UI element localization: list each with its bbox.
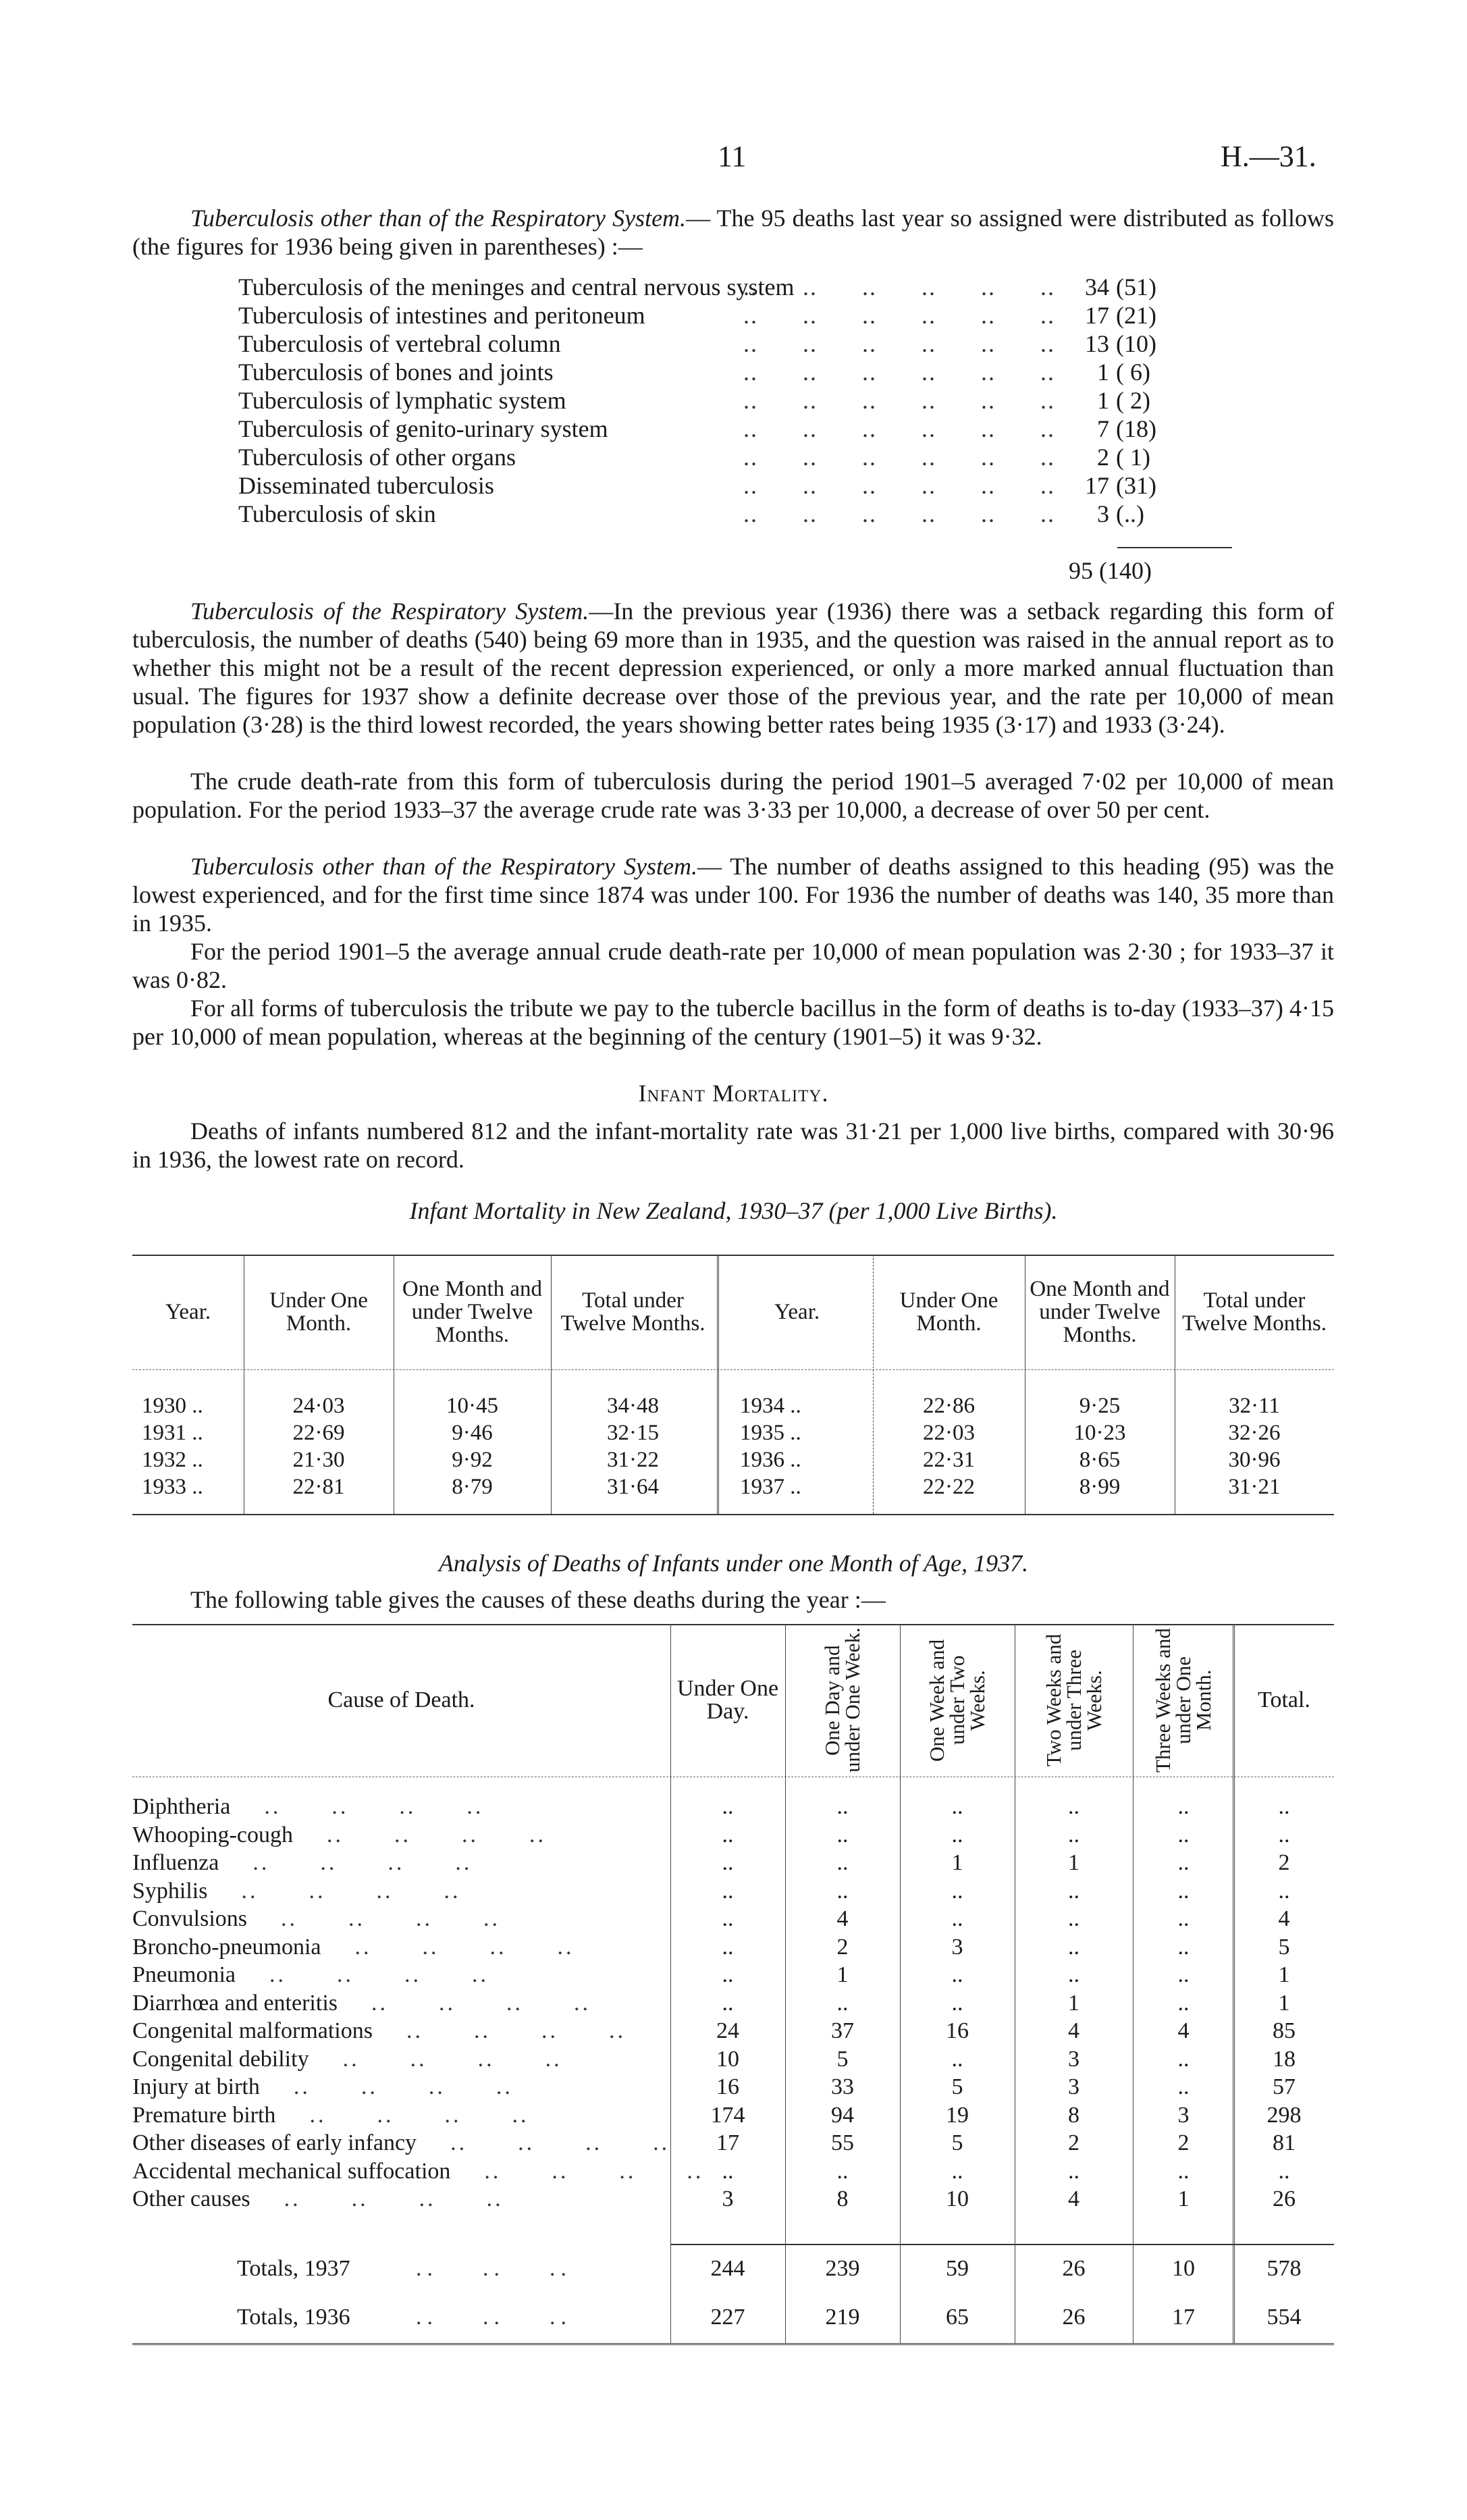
cause-table-cell: ..	[1177, 1794, 1190, 1819]
infant-table-cell: 32·26	[1228, 1421, 1281, 1445]
leader-dots: .. .. .. ..	[321, 1935, 575, 1960]
cause-table-cell: 2	[1177, 2130, 1190, 2155]
cause-table-cell: 5	[951, 2130, 963, 2155]
cause-table-cell: 4	[836, 1906, 849, 1931]
infant-table-title-text: Infant Mortality in New Zealand, 1930–37 (per 1,000 Live Births).	[409, 1197, 1058, 1224]
cause-table-totals-label: Totals, 1936	[237, 2305, 350, 2330]
cause-table-header: Under One Day.	[676, 1676, 779, 1724]
cause-table-cell: 1	[1278, 1991, 1290, 2016]
cause-table-total-cell: 17	[1172, 2305, 1195, 2330]
cause-label: Congenital malformations	[132, 2018, 373, 2043]
infant-table-cell: 10·45	[446, 1394, 498, 1418]
cause-table-header-vertical	[1133, 1627, 1234, 1774]
leader-dots: .. .. .. ..	[292, 1822, 546, 1847]
cause-table-cell: ..	[1068, 1822, 1079, 1847]
infant-table-year: 1935 ..	[740, 1421, 801, 1445]
cause-table-cell: 2	[1068, 2130, 1079, 2155]
tb-list-row	[238, 471, 1231, 500]
cause-table-cell: ..	[1177, 2074, 1190, 2099]
cause-label: Congenital debility	[132, 2047, 309, 2072]
tb-deaths-1936: (51)	[1116, 273, 1156, 300]
infant-table-header: One Month and under Twelve Months.	[1030, 1277, 1170, 1347]
infant-table-cell: 22·86	[923, 1394, 975, 1418]
cause-table-cause	[132, 1906, 666, 1932]
cause-table-total-cell: 239	[825, 2256, 860, 2281]
cause-table-cell: 16	[946, 2018, 969, 2043]
cause-table-cell: 1	[836, 1962, 849, 1987]
cause-table-cell: 18	[1273, 2047, 1296, 2072]
infant-table-cell: 32·15	[607, 1421, 659, 1445]
cause-table-cell: 174	[710, 2103, 745, 2128]
cause-table-cell: 57	[1273, 2074, 1296, 2099]
leader-dots: .. .. .. ..	[259, 2074, 513, 2099]
para-period-rate: For the period 1901–5 the average annual crude death-rate per 10,000 of mean population was 2·30 ; for 1933–37 it was 0·82.	[132, 938, 1334, 993]
cause-table-cell: 3	[1068, 2074, 1079, 2099]
cause-table-totals-label: Totals, 1937	[237, 2256, 350, 2281]
infant-table-cell: 22·69	[292, 1421, 345, 1445]
cause-table-total-cell: 244	[710, 2256, 745, 2281]
cause-table-cell: ..	[951, 1962, 963, 1987]
tb-site-label: Disseminated tuberculosis	[238, 472, 494, 499]
tb-other-intro	[132, 204, 1334, 261]
cause-table-cell: 1	[1177, 2186, 1190, 2211]
para-respiratory	[132, 597, 1334, 739]
tb-deaths-1936: ( 2)	[1116, 387, 1150, 414]
cause-table-cell: ..	[1068, 1906, 1079, 1931]
cause-table-header: Total.	[1258, 1687, 1310, 1712]
cause-table-header-vertical	[1015, 1627, 1133, 1774]
cause-table-cell: ..	[951, 1906, 963, 1931]
infant-table-header: Year.	[165, 1300, 211, 1324]
tb-deaths-1937: 1	[1097, 359, 1109, 386]
leader-dots: .. .. .. ..	[219, 1850, 473, 1875]
cause-table-total-cell: 59	[946, 2256, 969, 2281]
cause-table-cell: ..	[722, 1991, 734, 2016]
cause-table-cell: 4	[1068, 2018, 1079, 2043]
leader-dots: .. .. .. .. .. ..	[743, 472, 1055, 499]
cause-table-cell: ..	[836, 1879, 849, 1904]
cause-table-cell: ..	[951, 1794, 963, 1819]
tb-list-row	[238, 415, 1231, 443]
leader-dots: .. .. .. ..	[450, 2159, 704, 2184]
infant-table-cell: 31·22	[607, 1448, 659, 1472]
leader-dots: .. .. .. .. .. ..	[743, 387, 1055, 414]
tb-site-label: Tuberculosis of bones and joints	[238, 359, 554, 386]
infant-table-header: Under One Month.	[899, 1288, 998, 1336]
cause-table-cell: 81	[1273, 2130, 1296, 2155]
cause-label: Diphtheria	[132, 1794, 231, 1819]
cause-table-cell: 37	[831, 2018, 854, 2043]
tb-list-row	[238, 500, 1231, 528]
infant-table-year: 1934 ..	[740, 1394, 801, 1418]
tb-total-rule	[1117, 547, 1232, 548]
tb-list-row	[238, 301, 1231, 330]
cause-table-cell: ..	[1278, 2159, 1290, 2184]
cause-table-total-cell: 554	[1266, 2305, 1302, 2330]
infant-table-cell: 22·22	[923, 1475, 975, 1499]
cause-table-header: Cause of Death.	[327, 1687, 475, 1712]
para-other-forms	[132, 852, 1334, 937]
cause-table-cell: 2	[836, 1935, 849, 1960]
leader-dots: .. .. .. ..	[275, 2103, 529, 2128]
cause-table-cell: 5	[1278, 1935, 1290, 1960]
leader-dots: .. .. .. .. .. ..	[743, 273, 1055, 300]
infant-mortality-heading: Infant Mortality.	[638, 1080, 829, 1107]
tb-site-label: Tuberculosis of lymphatic system	[238, 387, 566, 414]
cause-label: Syphilis	[132, 1879, 208, 1904]
tb-deaths-1936: (18)	[1116, 415, 1156, 442]
infant-table-cell: 9·25	[1079, 1394, 1121, 1418]
tb-list-row	[238, 358, 1231, 386]
cause-table-cell: 3	[1068, 2047, 1079, 2072]
cause-table-cause	[132, 2018, 666, 2044]
infant-table-cell: 32·11	[1229, 1394, 1280, 1418]
tb-deaths-1936: ( 6)	[1116, 359, 1150, 386]
leader-dots: .. .. .. ..	[309, 2047, 562, 2072]
leader-dots: .. .. .. ..	[230, 1794, 484, 1819]
cause-table-total-cell: 65	[946, 2305, 969, 2330]
cause-table-cell: ..	[722, 1850, 734, 1875]
cause-table-cell: 4	[1278, 1906, 1290, 1931]
infant-table-cell: 8·79	[452, 1475, 493, 1499]
cause-table-header-vertical	[900, 1627, 1015, 1774]
cause-table-cause	[132, 2074, 666, 2100]
cause-table-cause	[132, 1935, 666, 1960]
table-rule	[132, 2343, 1334, 2345]
cause-table-cell: ..	[1278, 1879, 1290, 1904]
cause-table-cell: ..	[951, 1879, 963, 1904]
para-respiratory-title: Tuberculosis of the Respiratory System.	[190, 598, 589, 625]
cause-label: Whooping-cough	[132, 1822, 293, 1847]
cause-table-cell: 4	[1068, 2186, 1079, 2211]
leader-dots: .. .. .. ..	[247, 1906, 501, 1931]
leader-dots: .. .. .. ..	[417, 2130, 670, 2155]
tb-list-row	[238, 443, 1231, 471]
tb-site-label: Tuberculosis of skin	[238, 500, 436, 527]
cause-table-cell: 2	[1278, 1850, 1290, 1875]
cause-label: Diarrhœa and enteritis	[132, 1991, 338, 2016]
para-infant: Deaths of infants numbered 812 and the infant-mortality rate was 31·21 per 1,000 live births, compared with 30·96 in 1936, the lowest rate on record.	[132, 1118, 1334, 1173]
infant-table-cell: 10·23	[1073, 1421, 1126, 1445]
table-column-rule	[717, 1255, 719, 1514]
para-crude-rate: The crude death-rate from this form of tuberculosis during the period 1901–5 averaged 7·02 per 10,000 of mean population. For the period 1933–37 the average crude rate was 3·33 per 10,000, a decrease of over 50 per cent.	[132, 768, 1334, 823]
infant-table-header: One Month and under Twelve Months.	[402, 1277, 543, 1347]
cause-table-cell: ..	[836, 1850, 849, 1875]
cause-table-cause	[132, 1822, 666, 1848]
cause-table-cell: ..	[722, 2159, 734, 2184]
infant-table-cell: 22·03	[923, 1421, 975, 1445]
cause-table-cell: ..	[722, 1906, 734, 1931]
leader-dots: .. .. .. ..	[207, 1879, 461, 1904]
infant-table-year: 1933 ..	[142, 1475, 203, 1499]
leader-dots: .. .. .. .. .. ..	[743, 444, 1055, 471]
cause-table-cell: ..	[1177, 2047, 1190, 2072]
infant-table-cell: 22·81	[292, 1475, 345, 1499]
cause-table-cause	[132, 2130, 670, 2156]
cause-table-total-cell: 26	[1062, 2305, 1086, 2330]
cause-table-cell: ..	[951, 1991, 963, 2016]
leader-dots: .. .. .. ..	[250, 2186, 504, 2211]
cause-table-cell: ..	[1068, 2159, 1079, 2184]
leader-dots: .. .. .. ..	[235, 1962, 489, 1987]
cause-table-cell: 3	[1177, 2103, 1190, 2128]
table-rule	[132, 1514, 1334, 1515]
tb-total: 95 (140)	[1069, 557, 1152, 584]
infant-table-cell: 34·48	[607, 1394, 659, 1418]
cause-table-cell: ..	[836, 2159, 849, 2184]
tb-site-label: Tuberculosis of the meninges and central nervous system	[238, 273, 795, 300]
para-respiratory-text: —In the previous year (1936) there was a setback regarding this form of tuberculosis, the number of deaths (540) being 69 more than in 1935, and the question was raised in the annual report as to whether this might not be a result of the recent depression experienced, or only a more marked annual fluctuation than usual. The figures for 1937 show a definite decrease over those of the previous year, and the rate per 10,000 of mean population (3·28) is the third lowest recorded, the years showing better rates being 1935 (3·17) and 1933 (3·24).	[132, 598, 1334, 738]
cause-table-header: One Day and under One Week.	[820, 1627, 864, 1773]
cause-label: Other diseases of early infancy	[132, 2130, 417, 2155]
infant-table-cell: 30·96	[1228, 1448, 1281, 1472]
infant-table-header: Total under Twelve Months.	[560, 1288, 705, 1336]
infant-table-year: 1931 ..	[142, 1421, 203, 1445]
cause-table-cell: 55	[831, 2130, 854, 2155]
tb-deaths-1936: ( 1)	[1116, 444, 1150, 471]
cause-label: Influenza	[132, 1850, 219, 1875]
cause-table-cell: ..	[1177, 2159, 1190, 2184]
infant-table-cell: 21·30	[292, 1448, 345, 1472]
cause-table-cell: 1	[1068, 1850, 1079, 1875]
tb-site-label: Tuberculosis of intestines and peritoneum	[238, 302, 645, 329]
cause-table-cause	[132, 1794, 666, 1820]
cause-label: Convulsions	[132, 1906, 248, 1931]
cause-table-header: One Week and under Two Weeks.	[925, 1639, 989, 1762]
cause-table-cell: ..	[722, 1935, 734, 1960]
cause-label: Premature birth	[132, 2103, 276, 2128]
leader-dots: .. .. .. .. .. ..	[743, 359, 1055, 386]
cause-table-cell: ..	[1177, 1962, 1190, 1987]
cause-table-cause	[132, 1850, 666, 1876]
cause-table-header-vertical	[785, 1627, 900, 1774]
leader-dots: .. .. .. ..	[373, 2018, 626, 2043]
cause-table-cause	[132, 2047, 666, 2072]
tb-deaths-1937: 17	[1085, 302, 1109, 329]
cause-table-cell: 5	[836, 2047, 849, 2072]
cause-table-cell: 8	[836, 2186, 849, 2211]
tb-site-list	[238, 273, 1231, 528]
tb-deaths-1936: (10)	[1116, 330, 1156, 357]
leader-dots: .. .. .. .. .. ..	[743, 500, 1055, 527]
cause-table-cause	[132, 2186, 666, 2212]
cause-table-cell: ..	[722, 1822, 734, 1847]
cause-table-cell: ..	[1177, 1822, 1190, 1847]
cause-table-cell: 26	[1273, 2186, 1296, 2211]
cause-table-cell: ..	[951, 2159, 963, 2184]
tb-list-row	[238, 330, 1231, 358]
cause-label: Pneumonia	[132, 1962, 236, 1987]
tb-deaths-1937: 34	[1085, 273, 1109, 300]
cause-table-cell: ..	[1068, 1935, 1079, 1960]
infant-table-cell: 9·46	[452, 1421, 493, 1445]
document-reference: H.—31.	[1221, 140, 1316, 173]
cause-table-cell: ..	[1278, 1822, 1290, 1847]
cause-table-cell: 24	[716, 2018, 739, 2043]
cause-table-cell: ..	[1177, 1935, 1190, 1960]
cause-table-cell: ..	[1068, 1962, 1079, 1987]
cause-table-cell: ..	[1177, 1991, 1190, 2016]
analysis-title	[0, 1549, 1467, 1577]
infant-table-header: Year.	[774, 1300, 820, 1324]
para-all-forms: For all forms of tuberculosis the tribute we pay to the tubercle bacillus in the form of deaths is to-day (1933–37) 4·15 per 10,000 of mean population, whereas at the beginning of the century (1901–5) it was 9·32.	[132, 995, 1334, 1050]
cause-table-cell: 8	[1068, 2103, 1079, 2128]
cause-table-total-cell: 26	[1062, 2256, 1086, 2281]
infant-table-year: 1932 ..	[142, 1448, 203, 1472]
leader-dots: .. .. .. .. .. ..	[743, 415, 1055, 442]
infant-table-year: 1936 ..	[740, 1448, 801, 1472]
cause-table-header: Two Weeks and under Three Weeks.	[1041, 1633, 1106, 1767]
cause-table-total-cell: 227	[710, 2305, 745, 2330]
cause-table-cause	[132, 2159, 704, 2184]
cause-table-cause	[132, 1991, 666, 2016]
cause-table-cell: 3	[722, 2186, 734, 2211]
tb-deaths-1937: 7	[1097, 415, 1109, 442]
tb-deaths-1937: 17	[1085, 472, 1109, 499]
tb-site-label: Tuberculosis of genito-urinary system	[238, 415, 608, 442]
cause-table-cell: 17	[716, 2130, 739, 2155]
leader-dots: .. .. .. .. .. ..	[743, 330, 1055, 357]
tb-deaths-1937: 3	[1097, 500, 1109, 527]
tb-deaths-1937: 13	[1085, 330, 1109, 357]
cause-table-cell: ..	[951, 2047, 963, 2072]
tb-deaths-1937: 2	[1097, 444, 1109, 471]
cause-table-total-cell: 578	[1266, 2256, 1302, 2281]
cause-table-cell: 298	[1266, 2103, 1302, 2128]
infant-table-cell: 8·99	[1079, 1475, 1121, 1499]
cause-label: Other causes	[132, 2186, 250, 2211]
para-other-forms-title: Tuberculosis other than of the Respiratory System.	[190, 853, 697, 880]
cause-table-cell: 19	[946, 2103, 969, 2128]
cause-label: Injury at birth	[132, 2074, 260, 2099]
cause-table-cause	[132, 1879, 666, 1904]
cause-label: Accidental mechanical suffocation	[132, 2159, 451, 2184]
table-rule	[132, 1369, 1334, 1370]
analysis-intro: The following table gives the causes of these deaths during the year :—	[190, 1586, 886, 1613]
cause-table-total-cell: 10	[1172, 2256, 1195, 2281]
infant-table-cell: 24·03	[292, 1394, 345, 1418]
infant-table-year: 1937 ..	[740, 1475, 801, 1499]
tb-site-label: Tuberculosis of vertebral column	[238, 330, 561, 357]
cause-table-cell: ..	[836, 1794, 849, 1819]
cause-table-cell: 33	[831, 2074, 854, 2099]
tb-deaths-1936: (21)	[1116, 302, 1156, 329]
tb-other-intro-title: Tuberculosis other than of the Respiratory System.	[190, 205, 687, 232]
infant-table-cell: 22·31	[923, 1448, 975, 1472]
analysis-title-text: Analysis of Deaths of Infants under one Month of Age, 1937.	[438, 1550, 1029, 1577]
tb-deaths-1936: (..)	[1116, 500, 1144, 527]
cause-table-cell: 16	[716, 2074, 739, 2099]
tb-deaths-1937: 1	[1097, 387, 1109, 414]
cause-table-cell: 3	[951, 1935, 963, 1960]
infant-table-cell: 8·65	[1079, 1448, 1121, 1472]
infant-table-header: Total under Twelve Months.	[1181, 1288, 1327, 1336]
leader-dots: .. .. .. ..	[338, 1991, 591, 2016]
leader-dots: .. .. .. .. .. ..	[743, 302, 1055, 329]
tb-deaths-1936: (31)	[1116, 472, 1156, 499]
leader-dots: .. .. ..	[416, 2256, 572, 2281]
cause-table-cell: ..	[951, 1822, 963, 1847]
para-other-forms-text: — The number of deaths assigned to this heading (95) was the lowest experienced, and for the first time since 1874 was under 100. For 1936 the number of deaths was 140, 35 more than in 1935.	[132, 853, 1334, 937]
tb-site-label: Tuberculosis of other organs	[238, 444, 516, 471]
infant-table-header: Under One Month.	[269, 1288, 368, 1336]
cause-table-header: Three Weeks and under One Month.	[1151, 1628, 1215, 1773]
cause-table-cell: 85	[1273, 2018, 1296, 2043]
cause-table-cell: 1	[1278, 1962, 1290, 1987]
tb-list-row	[238, 273, 1231, 301]
tb-other-intro-text: — The 95 deaths last year so assigned were distributed as follows (the figures for 1936 being given in parentheses) :—	[132, 205, 1334, 260]
cause-table-cell: ..	[1177, 1850, 1190, 1875]
cause-table-cause	[132, 2103, 666, 2128]
cause-table-cell: 1	[1068, 1991, 1079, 2016]
cause-table-cell: 10	[716, 2047, 739, 2072]
infant-table-year: 1930 ..	[142, 1394, 203, 1418]
tb-list-row	[238, 386, 1231, 415]
cause-table-total-cell: 219	[825, 2305, 860, 2330]
cause-table-cell: ..	[1177, 1879, 1190, 1904]
infant-table-cell: 9·92	[452, 1448, 493, 1472]
infant-table-title	[0, 1197, 1467, 1225]
infant-table-cell: 31·21	[1228, 1475, 1281, 1499]
cause-table-cell: ..	[722, 1879, 734, 1904]
cause-table-cell: ..	[1068, 1879, 1079, 1904]
cause-table-cell: 94	[831, 2103, 854, 2128]
cause-table-cell: ..	[1068, 1794, 1079, 1819]
page-number: 11	[718, 140, 747, 173]
leader-dots: .. .. ..	[416, 2305, 572, 2330]
cause-table-cause	[132, 1962, 666, 1988]
cause-table-cell: 5	[951, 2074, 963, 2099]
cause-table-cell: ..	[1278, 1794, 1290, 1819]
cause-table-cell: ..	[836, 1991, 849, 2016]
cause-table-cell: 10	[946, 2186, 969, 2211]
cause-table-cell: 4	[1177, 2018, 1190, 2043]
cause-table-cell: ..	[1177, 1906, 1190, 1931]
cause-label: Broncho-pneumonia	[132, 1935, 321, 1960]
infant-table-cell: 31·64	[607, 1475, 659, 1499]
cause-table-cell: ..	[836, 1822, 849, 1847]
cause-table-cell: ..	[722, 1962, 734, 1987]
cause-table-cell: 1	[951, 1850, 963, 1875]
cause-table-cell: ..	[722, 1794, 734, 1819]
